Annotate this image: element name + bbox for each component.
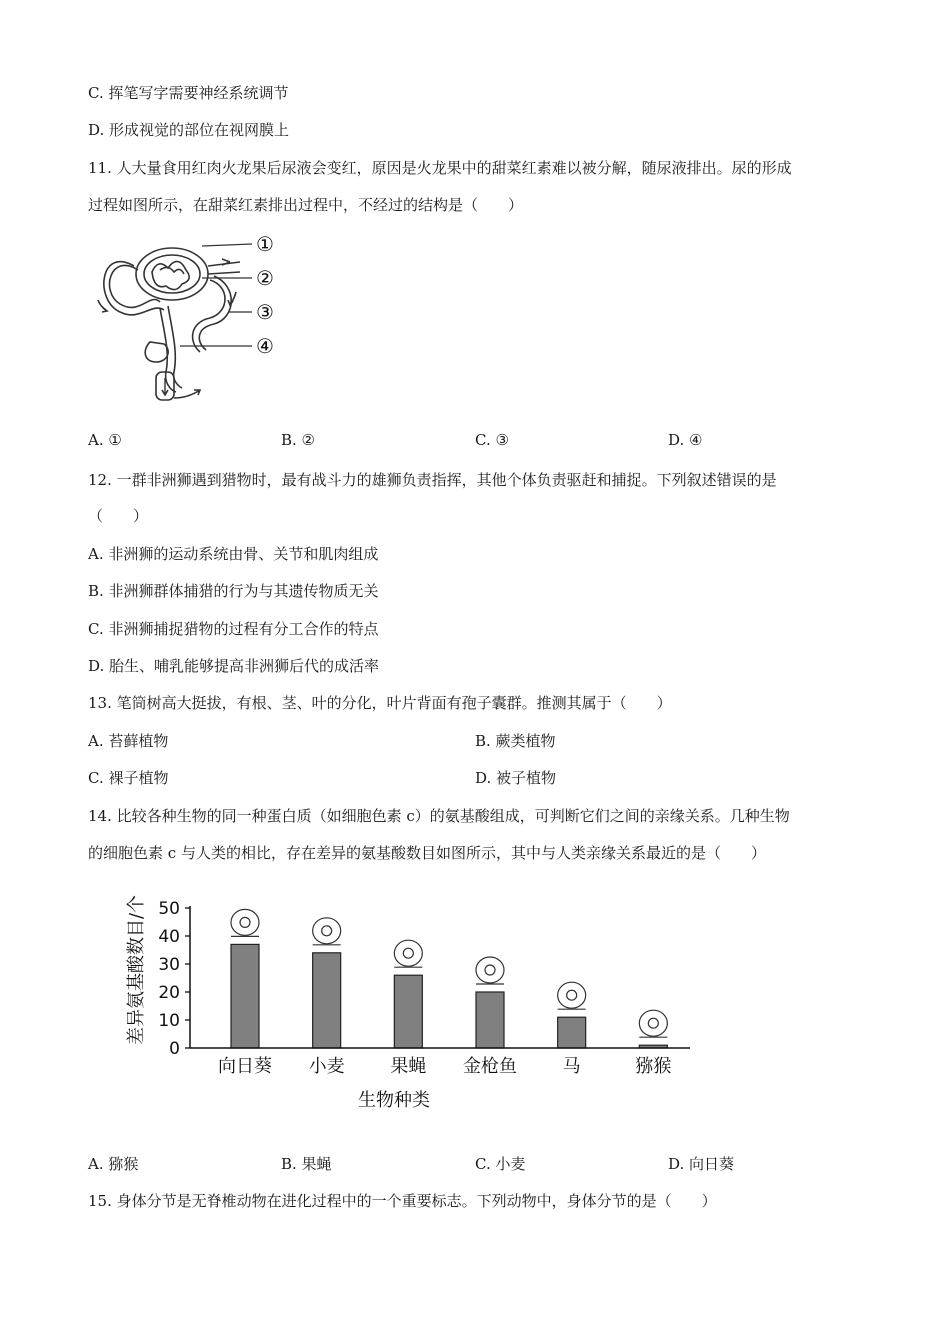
label-3: ③ [256, 300, 274, 324]
q15-stem: 15. 身体分节是无脊椎动物在进化过程中的一个重要标志。下列动物中，身体分节的是（ ） [88, 1192, 717, 1210]
q12-option-c: C. 非洲狮捕捉猎物的过程有分工合作的特点 [88, 620, 379, 638]
tuna-icon [476, 957, 504, 984]
q10-option-c: C. 挥笔写字需要神经系统调节 [88, 84, 289, 102]
y-tick-label: 0 [169, 1039, 180, 1059]
q10-option-d: D. 形成视觉的部位在视网膜上 [88, 121, 290, 139]
bar-5 [558, 1017, 586, 1048]
bar-4 [476, 992, 504, 1048]
macaque-icon [639, 1010, 667, 1037]
q12-option-b: B. 非洲狮群体捕猎的行为与其遗传物质无关 [88, 582, 379, 600]
y-tick-label: 50 [158, 899, 180, 919]
q11-option-b: B. ② [281, 431, 316, 449]
q13-option-d: D. 被子植物 [475, 769, 557, 787]
q13-option-c: C. 裸子植物 [88, 769, 169, 787]
y-tick-label: 30 [158, 955, 180, 975]
wheat-icon [313, 918, 341, 945]
y-tick-label: 20 [158, 983, 180, 1003]
q13-stem: 13. 笔筒树高大挺拔，有根、茎、叶的分化，叶片背面有孢子囊群。推测其属于（ ） [88, 694, 672, 712]
q14-stem-line1: 14. 比较各种生物的同一种蛋白质（如细胞色素 c）的氨基酸组成，可判断它们之间的亲缘关系。几种生物 [88, 807, 790, 825]
q14-option-c: C. 小麦 [475, 1155, 526, 1173]
q13-option-b: B. 蕨类植物 [475, 732, 556, 750]
category-label: 果蝇 [390, 1056, 427, 1077]
q14-option-d: D. 向日葵 [668, 1155, 735, 1173]
q11-option-c: C. ③ [475, 431, 509, 449]
category-label: 猕猴 [635, 1056, 672, 1077]
label-1: ① [256, 232, 274, 256]
category-label: 马 [562, 1056, 581, 1077]
q14-option-b: B. 果蝇 [281, 1155, 332, 1173]
amino-acid-difference-chart [120, 880, 720, 1120]
q11-option-a: A. ① [88, 431, 122, 449]
fruit-fly-icon [394, 940, 422, 967]
bar-1 [231, 944, 259, 1048]
x-axis-label: 生物种类 [358, 1090, 430, 1111]
q12-stem-line1: 12. 一群非洲狮遇到猎物时，最有战斗力的雄狮负责指挥，其他个体负责驱赶和捕捉。下列叙述错误的是 [88, 471, 777, 489]
q14-stem-line2: 的细胞色素 c 与人类的相比，存在差异的氨基酸数目如图所示，其中与人类亲缘关系最近的是（ ） [88, 844, 766, 862]
category-label: 金枪鱼 [463, 1056, 517, 1077]
bar-3 [394, 975, 422, 1048]
label-2: ② [256, 266, 274, 290]
sunflower-icon [231, 909, 259, 936]
category-label: 向日葵 [218, 1056, 272, 1077]
q13-option-a: A. 苔藓植物 [88, 732, 169, 750]
y-tick-label: 40 [158, 927, 180, 947]
q12-option-a: A. 非洲狮的运动系统由骨、关节和肌肉组成 [88, 545, 379, 563]
horse-icon [558, 982, 586, 1009]
q12-stem-line2: （ ） [88, 507, 149, 525]
category-label: 小麦 [308, 1056, 345, 1077]
bar-2 [313, 953, 341, 1048]
nephron-diagram [90, 222, 300, 412]
y-axis-label: 差异氨基酸数目/个 [126, 894, 147, 1046]
label-4: ④ [256, 334, 274, 358]
glomerulus [152, 261, 189, 289]
y-tick-label: 10 [158, 1011, 180, 1031]
q12-option-d: D. 胎生、哺乳能够提高非洲狮后代的成活率 [88, 657, 380, 675]
q11-stem-line1: 11. 人大量食用红肉火龙果后尿液会变红，原因是火龙果中的甜菜红素难以被分解，随尿液排出。尿的形成 [88, 159, 792, 177]
q11-stem-line2: 过程如图所示，在甜菜红素排出过程中，不经过的结构是（ ） [88, 196, 524, 214]
q14-option-a: A. 猕猴 [88, 1155, 139, 1173]
q11-option-d: D. ④ [668, 431, 703, 449]
